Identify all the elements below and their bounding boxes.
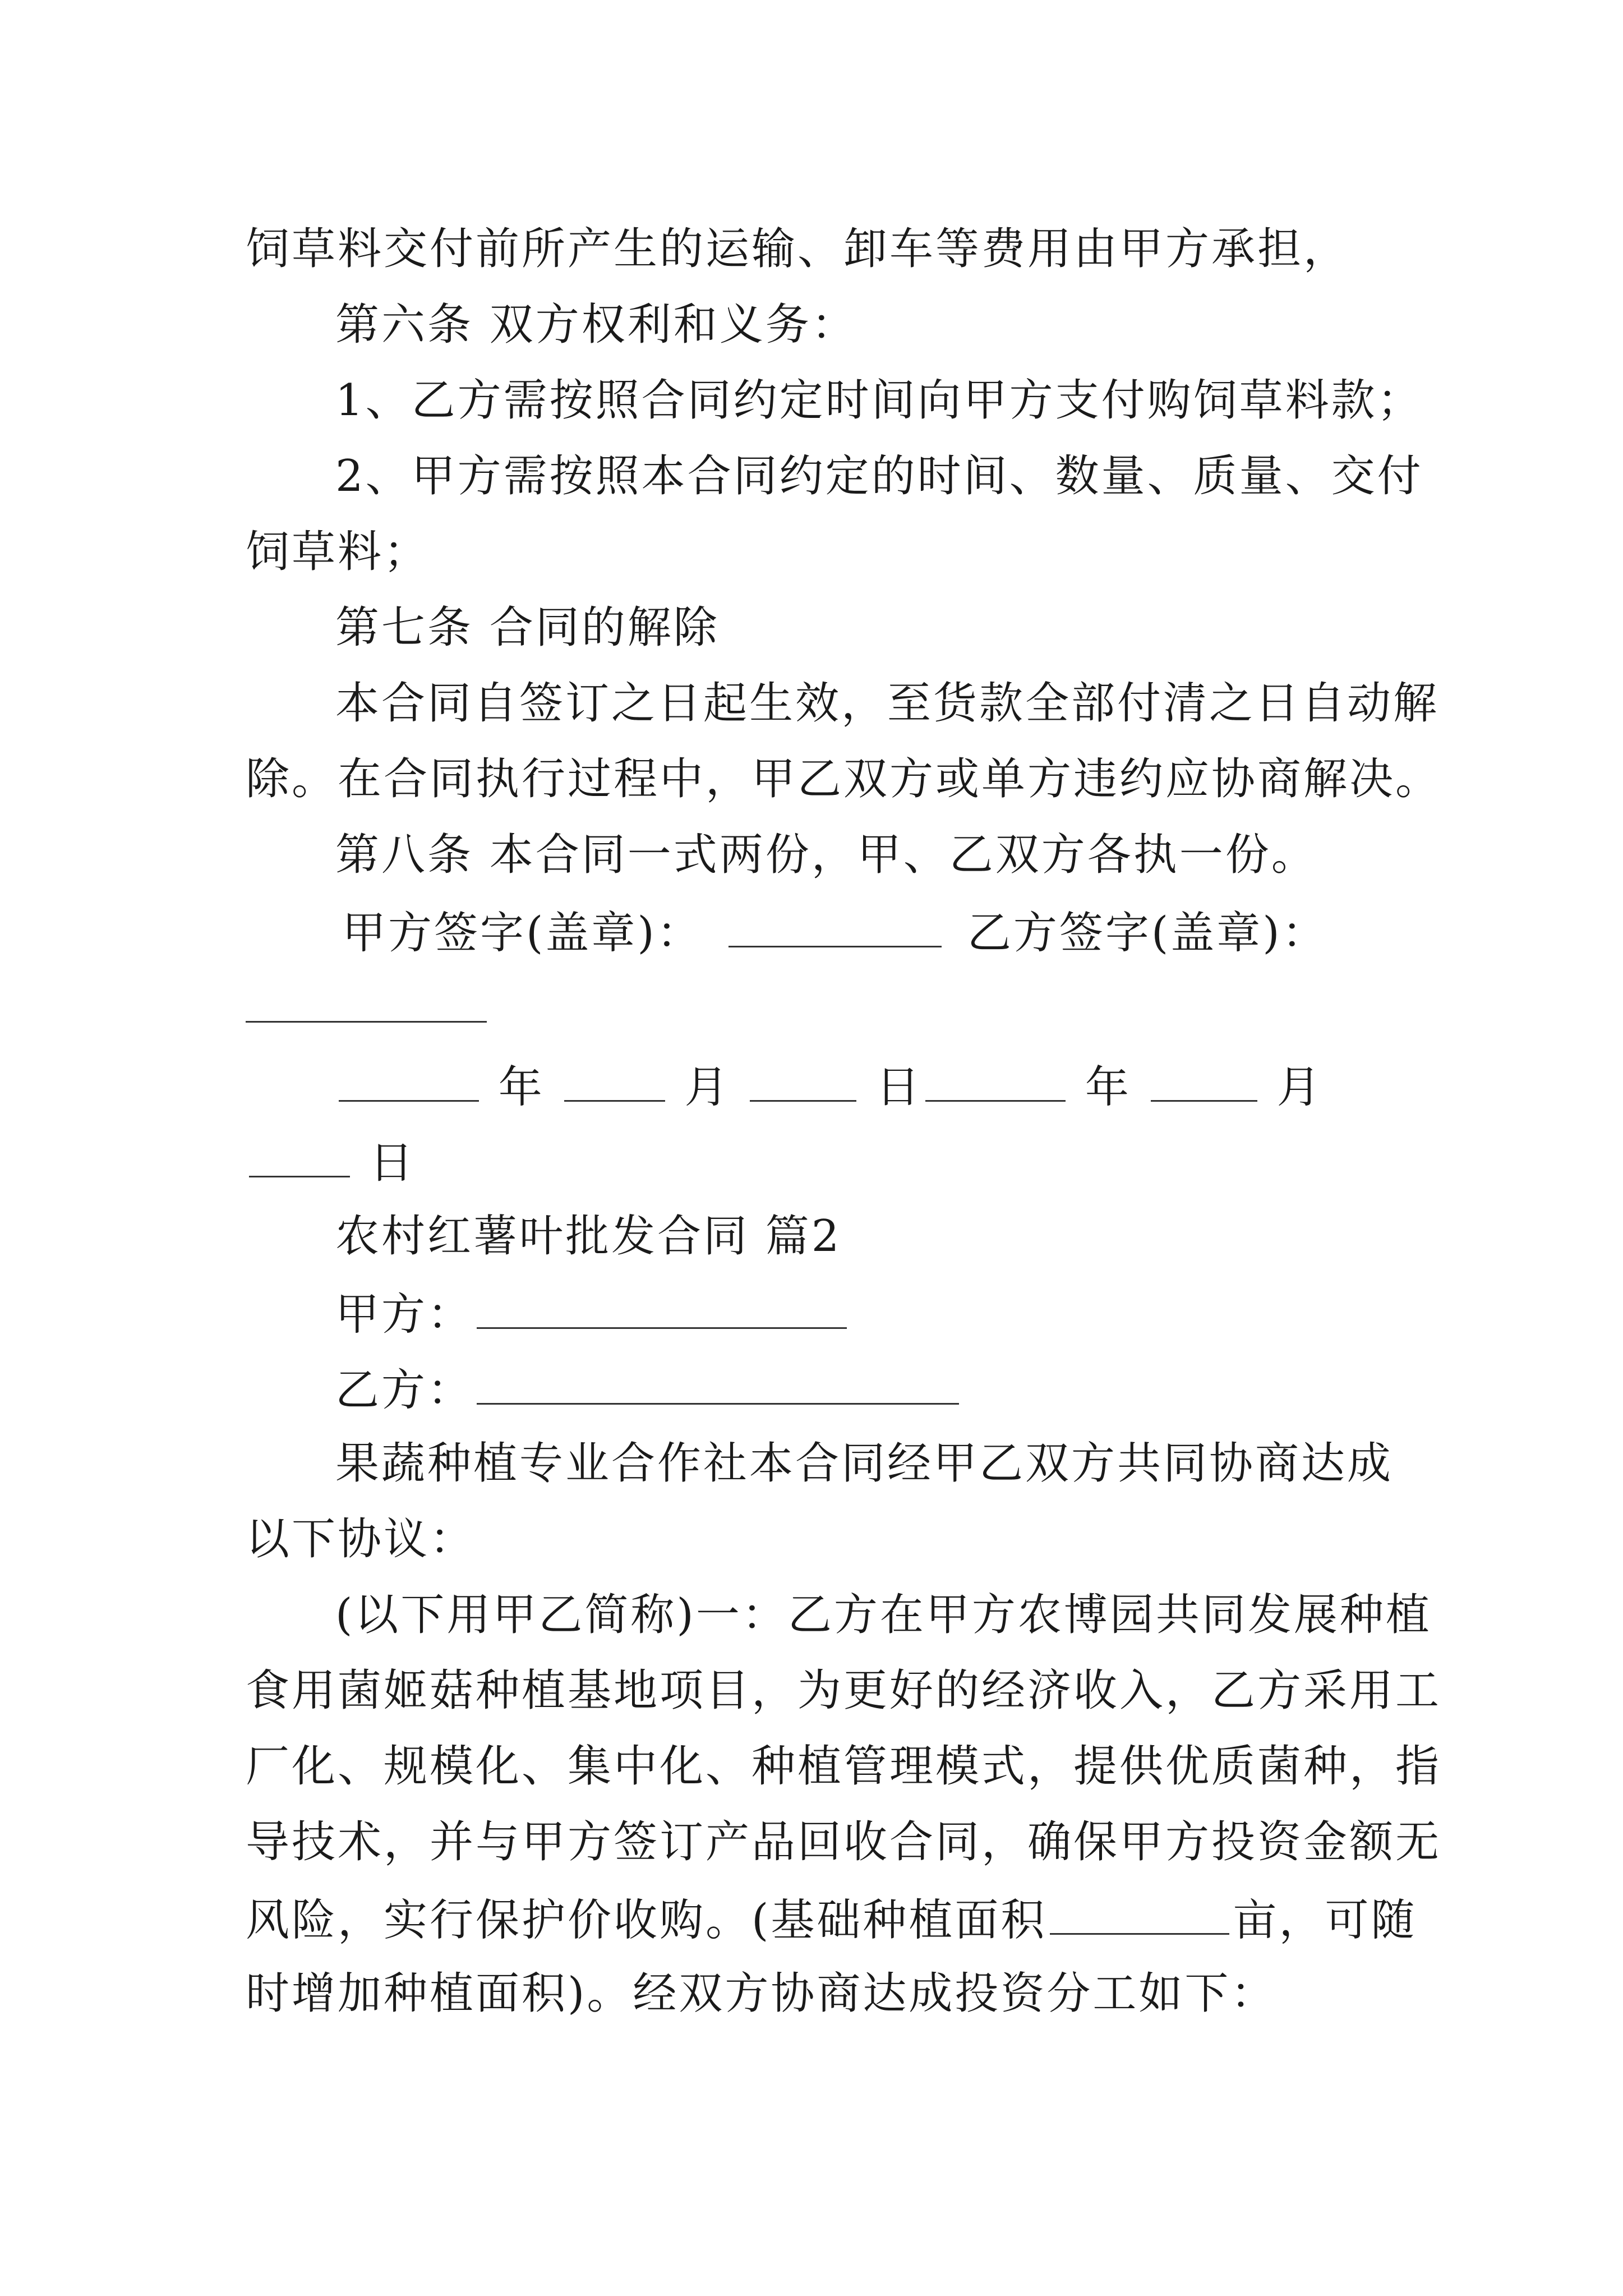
terms-line1: (以下用甲乙简称)一：乙方在甲方农博园共同发展种植 [335, 1590, 1432, 1640]
year-blank-b[interactable] [925, 1063, 1066, 1102]
year-label-b: 年 [1085, 1062, 1131, 1113]
clause-one: 1、乙方需按照合同约定时间向甲方支付购饲草料款； [335, 375, 1423, 426]
party-b-signature-label: 乙方签字(盖章)： [967, 908, 1328, 959]
terms-line3: 厂化、规模化、集中化、种植管理模式，提供优质菌种，指 [246, 1741, 1442, 1792]
signature-row [342, 908, 1391, 959]
clause-two-line1: 2、甲方需按照本合同约定的时间、数量、质量、交付 [335, 451, 1423, 501]
day-label-a: 日 [876, 1062, 923, 1113]
termination-line1: 本合同自签订之日起生效，至货款全部付清之日自动解 [335, 678, 1440, 729]
month-label-b: 月 [1276, 1062, 1323, 1113]
month-blank-a[interactable] [564, 1063, 665, 1102]
party-a-signature-label: 甲方签字(盖章)： [342, 908, 703, 959]
day-blank-b[interactable] [249, 1139, 350, 1177]
date-row [335, 1062, 1384, 1113]
section-title: 农村红薯叶批发合同 篇2 [335, 1211, 842, 1262]
terms-line5 [246, 1895, 1417, 1946]
day-label-b: 日 [369, 1138, 416, 1189]
terms-line2: 食用菌姬菇种植基地项目，为更好的经济收入，乙方采用工 [246, 1665, 1442, 1716]
area-blank[interactable] [1050, 1896, 1229, 1935]
party-b-signature-blank[interactable] [246, 1021, 487, 1023]
month-label-a: 月 [684, 1062, 731, 1113]
party-b-blank[interactable] [477, 1366, 959, 1405]
termination-line2: 除。在合同执行过程中，甲乙双方或单方违约应协商解决。 [246, 754, 1442, 804]
terms-line4: 导技术，并与甲方签订产品回收合同，确保甲方投资金额无 [246, 1817, 1442, 1867]
article-eight: 第八条 本合同一式两份，甲、乙双方各执一份。 [335, 830, 1317, 880]
terms-line6: 时增加种植面积)。经双方协商达成投资分工如下： [246, 1968, 1277, 2019]
party-b-row [335, 1365, 1384, 1416]
article-seven-heading: 第七条 合同的解除 [335, 602, 720, 653]
agreement-intro-line2: 以下协议： [246, 1514, 476, 1565]
party-a-label: 甲方： [335, 1289, 474, 1340]
terms-line5-unit: 亩，可随 [1233, 1895, 1417, 1946]
date-row-continued [246, 1138, 1384, 1189]
party-b-label: 乙方： [335, 1365, 474, 1416]
year-label-a: 年 [498, 1062, 545, 1113]
year-blank-a[interactable] [339, 1063, 479, 1102]
clause-two-line2: 饲草料； [246, 527, 430, 577]
agreement-intro-line1: 果蔬种植专业合作社本合同经甲乙双方共同协商达成 [335, 1438, 1394, 1489]
party-a-blank[interactable] [477, 1290, 847, 1329]
terms-line5-text: 风险，实行保护价收购。(基础种植面积 [246, 1895, 1047, 1946]
party-a-signature-blank[interactable] [728, 909, 942, 947]
day-blank-a[interactable] [750, 1063, 856, 1102]
article-six-heading: 第六条 双方权利和义务： [335, 300, 857, 350]
paragraph-line: 饲草料交付前所产生的运输、卸车等费用由甲方承担， [246, 224, 1350, 274]
month-blank-b[interactable] [1151, 1063, 1257, 1102]
party-a-row [335, 1289, 1384, 1340]
